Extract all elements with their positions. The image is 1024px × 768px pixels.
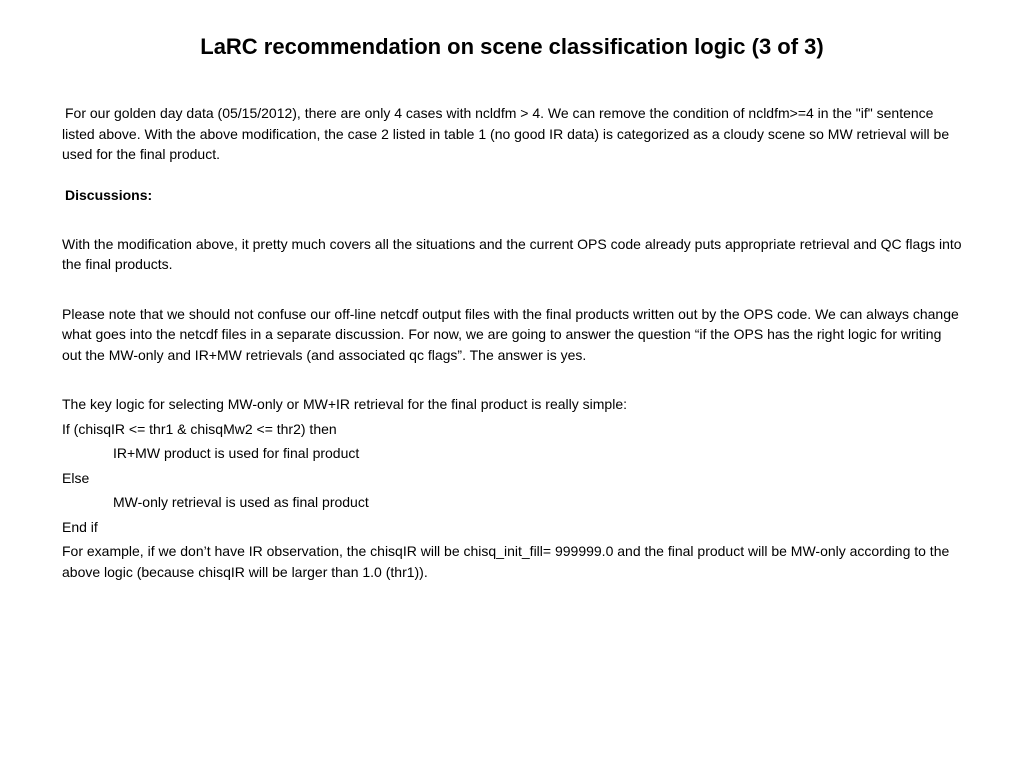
key-logic-paragraph: The key logic for selecting MW-only or MW+IR retrieval for the final product is really simple: <box>62 396 627 412</box>
note-paragraph: Please note that we should not confuse our off-line netcdf output files with the final products written out by the OPS code. We can always change what goes into the netcdf files in a separate discussion. For now, we are going to answer the question “if the OPS has the right logic for writing out the MW-only and IR+MW retrievals (and associated qc flags”. The answer is yes. <box>62 305 959 363</box>
example-paragraph: For example, if we don’t have IR observation, the chisqIR will be chisq_init_fill= 999999.0 and the final product will be MW-only according to the above logic (because chisqIR will be larger than 1.0 (thr1)). <box>62 543 950 580</box>
logic-then-line: IR+MW product is used for final product <box>113 445 360 461</box>
slide-body <box>62 103 962 582</box>
logic-endif-line: End if <box>62 518 98 535</box>
logic-else-line: Else <box>62 469 90 486</box>
discussions-heading: Discussions: <box>65 187 153 203</box>
logic-if-line: If (chisqIR <= thr1 & chisqMw2 <= thr2) then <box>62 420 337 437</box>
slide-title: LaRC recommendation on scene classification logic (3 of 3) <box>200 34 824 59</box>
logic-else-body-line: MW-only retrieval is used as final product <box>113 494 369 510</box>
intro-paragraph: For our golden day data (05/15/2012), there are only 4 cases with ncldfm > 4. We can remove the condition of ncldfm>=4 in the "if" sentence listed above. With the above modification, the case 2 listed in table 1 (no good IR data) is categorized as a cloudy scene so MW retrieval will be used for the final product. <box>62 105 950 162</box>
discussion-paragraph: With the modification above, it pretty much covers all the situations and the current OPS code already puts appropriate retrieval and QC flags into the final products. <box>62 235 962 272</box>
